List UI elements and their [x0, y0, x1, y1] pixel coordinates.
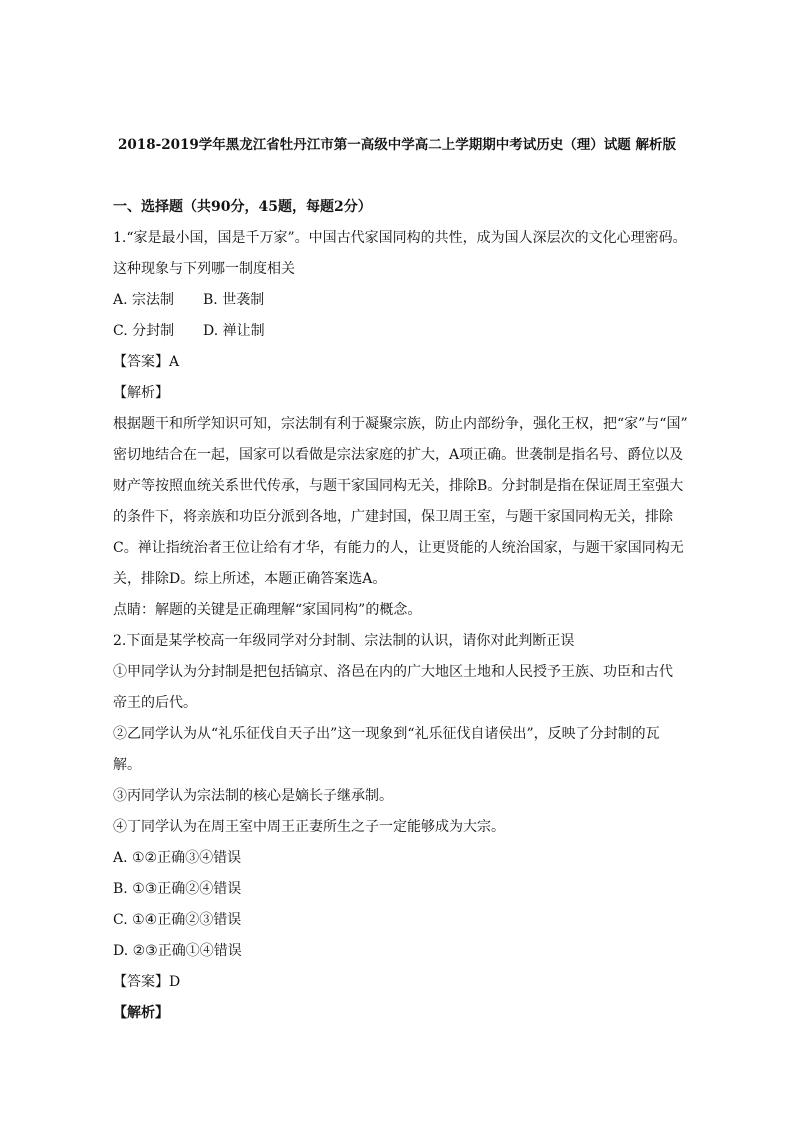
q2-statement-4: ④丁同学认为在周王室中周王正妻所生之子一定能够成为大宗。 — [113, 819, 505, 835]
q1-analysis-line-3: 财产等按照血统关系世代传承，与题干家国同构无关，排除B。分封制是指在保证周王室强大 — [113, 478, 684, 494]
document-body — [113, 194, 688, 1031]
document-title: 2018-2019学年黑龙江省牡丹江市第一高级中学高二上学期期中考试历史（理）试题 解析版 — [118, 137, 676, 153]
q1-analysis-line-1: 根据题干和所学知识可知，宗法制有利于凝聚宗族，防止内部纷争，强化王权，把“家”与“国” — [113, 416, 688, 432]
q1-option-d: D. 禅让制 — [203, 323, 265, 339]
q1-analysis-line-4: 的条件下，将亲族和功臣分派到各地，广建封国，保卫周王室，与题干家国同构无关，排除 — [113, 509, 673, 525]
q2-option-a: A. ①②正确③④错误 — [113, 850, 242, 866]
q2-stem: 2.下面是某学校高一年级同学对分封制、宗法制的认识，请你对此判断正误 — [113, 633, 575, 649]
q1-option-a: A. 宗法制 — [113, 292, 175, 308]
q2-option-b: B. ①③正确②④错误 — [113, 881, 242, 897]
q1-option-c: C. 分封制 — [113, 323, 175, 339]
section-heading: 一、选择题（共90分，45题，每题2分） — [113, 199, 372, 215]
q1-analysis-line-5: C。禅让指统治者王位让给有才华，有能力的人，让更贤能的人统治国家，与题干家国同构无 — [113, 540, 684, 556]
q2-answer: 【答案】D — [113, 974, 181, 990]
q2-statement-2-line-2: 解。 — [113, 757, 141, 773]
q1-analysis-label: 【解析】 — [113, 385, 169, 401]
q1-option-b: B. 世袭制 — [203, 292, 265, 308]
q2-statement-1-line-1: ①甲同学认为分封制是把包括镐京、洛邑在内的广大地区土地和人民授予王族、功臣和古代 — [113, 664, 673, 680]
q2-option-c: C. ①④正确②③错误 — [113, 912, 242, 928]
q2-option-d: D. ②③正确①④错误 — [113, 943, 242, 959]
q2-analysis-label: 【解析】 — [113, 1005, 169, 1021]
q1-analysis-line-6: 关，排除D。综上所述，本题正确答案选A。 — [113, 571, 387, 587]
q1-stem-line-1: 1.“家是最小国，国是千万家”。中国古代家国同构的共性，成为国人深层次的文化心理密码。 — [113, 230, 687, 246]
q1-note: 点睛：解题的关键是正确理解“家国同构”的概念。 — [113, 602, 422, 618]
q2-statement-1-line-2: 帝王的后代。 — [113, 695, 197, 711]
q1-analysis-line-2: 密切地结合在一起，国家可以看做是宗法家庭的扩大，A项正确。世袭制是指名号、爵位以及 — [113, 447, 684, 463]
q1-options-row-2 — [113, 318, 683, 349]
q1-stem-line-2: 这种现象与下列哪一制度相关 — [113, 261, 295, 277]
q2-statement-2-line-1: ②乙同学认为从“礼乐征伐自天子出”这一现象到“礼乐征伐自诸侯出”，反映了分封制的瓦 — [113, 726, 660, 742]
q1-options-row-1 — [113, 287, 683, 318]
q1-answer: 【答案】A — [113, 354, 180, 370]
q2-statement-3: ③丙同学认为宗法制的核心是嫡长子继承制。 — [113, 788, 393, 804]
